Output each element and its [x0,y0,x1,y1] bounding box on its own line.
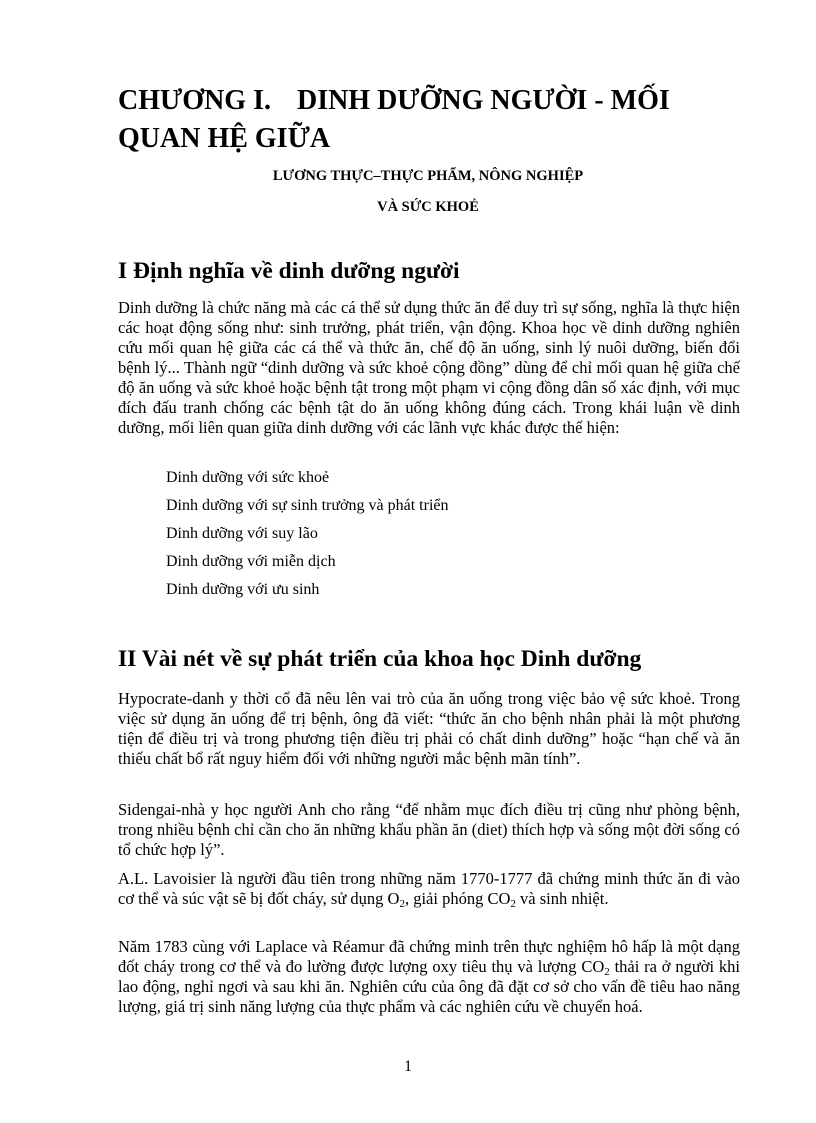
list-item: Dinh dưỡng với sự sinh trưởng và phát triển [166,497,449,514]
chapter-title-line2: QUAN HỆ GIỮA [118,123,331,154]
section1-paragraph: Dinh dưỡng là chức năng mà các cá thể sử dụng thức ăn để duy trì sự sống, nghĩa là thực hiện các hoạt động sống như: sinh trưởng, phát triển, vận động. Khoa học về dinh dưỡng nghiên cứu mối quan hệ giữa các cá thể và thức ăn, chế độ ăn uống, sinh lý nuôi dưỡng, biến đổi bệnh lý... Thành ngữ “dinh dưỡng và sức khoẻ cộng đồng” dùng để chỉ mối quan hệ giữa chế độ ăn uống và sức khoẻ hoặc bệnh tật trong một phạm vi cộng đồng dân số xác định, với mục đích đấu tranh chống các bệnh tật do ăn uống không đúng cách. Trong khái luận về dinh dưỡng, mối liên quan giữa dinh dưỡng với các lãnh vực khác được thể hiện: [118,298,740,437]
text-run: , giải phóng CO [404,889,511,908]
subscript: 2 [399,898,405,910]
section2-paragraph-hypocrate: Hypocrate-danh y thời cổ đã nêu lên vai trò của ăn uống trong việc bảo vệ sức khoẻ. Trong việc sử dụng ăn uống để trị bệnh, ông đã viết: “thức ăn cho bệnh nhân phải là một phương tiện để điều trị và trong phương tiện điều trị phải có chất dinh dưỡng” hoặc “hạn chế và ăn thiếu chất bổ rất nguy hiểm đối với những người mắc bệnh mãn tính”. [118,689,740,768]
subscript: 2 [510,898,516,910]
section1-list [166,468,448,608]
text-run: và sinh nhiệt. [515,889,609,908]
chapter-title [118,82,738,158]
text-run: Năm 1783 cùng với Laplace và Réamur đã chứng minh trên thực nghiệm hô hấp là một dạng đốt cháy trong cơ thể và đo lường được lượng oxy tiêu thụ và lượng CO [118,937,740,976]
chapter-title-line1: DINH DƯỠNG NGƯỜI - MỐI [296,85,670,116]
chapter-subtitle-line1: LƯƠNG THỰC–THỰC PHẨM, NÔNG NGHIỆP [272,168,584,184]
list-item: Dinh dưỡng với sức khoẻ [166,469,330,486]
chapter-subtitle-line2: VÀ SỨC KHOẺ [377,199,479,215]
text-run: thải ra ở người khi lao động, nghỉ ngơi và sau khi ăn. Nghiên cứu của ông đã đặt cơ sở cho vấn đề tiêu hao năng lượng, giá trị sinh năng lượng của thực phẩm và các nghiên cứu về chuyển hoá. [118,957,740,1016]
section2-paragraph-1783 [118,937,740,1017]
section2-paragraph-sidengai: Sidengai-nhà y học người Anh cho rằng “để nhằm mục đích điều trị cũng như phòng bệnh, trong nhiều bệnh chỉ cần cho ăn những khẩu phần ăn (diet) thích hợp và sống một đời sống có tổ chức hợp lý”. [118,800,740,859]
section2-paragraph-lavoisier [118,869,740,909]
list-item: Dinh dưỡng với miễn dịch [166,553,336,570]
page-number: 1 [404,1058,412,1075]
subscript: 2 [604,966,610,978]
section1-heading: I Định nghĩa về dinh dưỡng người [118,258,460,284]
list-item: Dinh dưỡng với suy lão [166,525,318,542]
text-run: A.L. Lavoisier là người đầu tiên trong những năm 1770-1777 đã chứng minh thức ăn đi vào cơ thể và súc vật sẽ bị đốt cháy, sử dụng O [118,869,740,908]
chapter-label: CHƯƠNG I. [118,85,271,116]
list-item: Dinh dưỡng với ưu sinh [166,581,320,598]
section2-heading: II Vài nét về sự phát triển của khoa học Dinh dưỡng [118,646,642,672]
